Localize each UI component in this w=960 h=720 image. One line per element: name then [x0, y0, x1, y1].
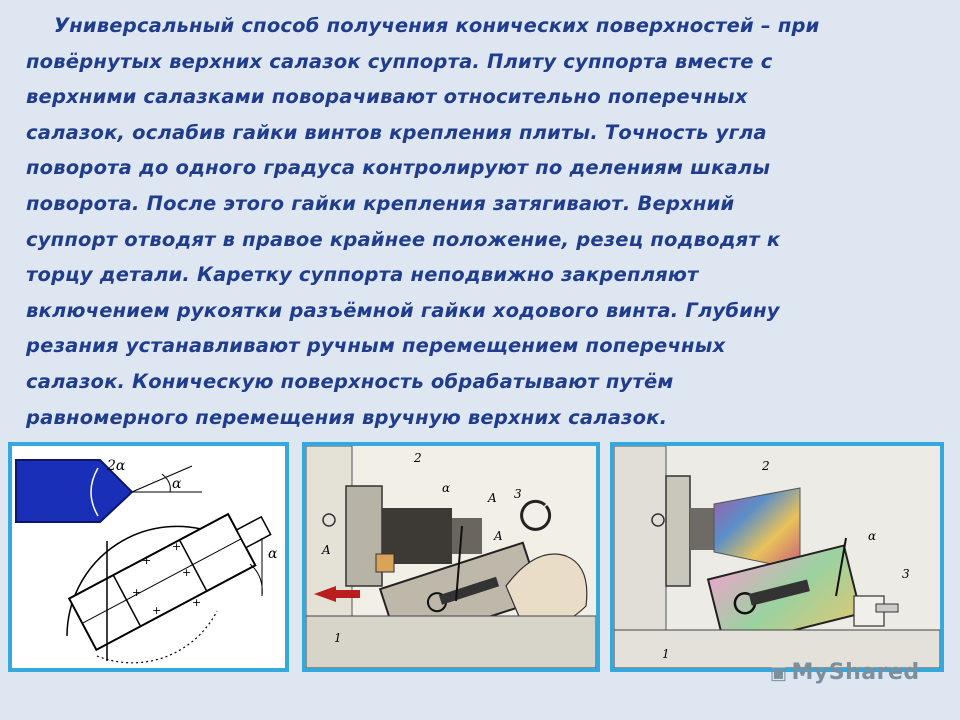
hand-operation-drawing [306, 446, 596, 668]
label-A-top: A [488, 491, 497, 505]
svg-text:+: + [132, 586, 142, 599]
label-1: 1 [334, 631, 342, 645]
watermark [770, 660, 920, 685]
label-2alpha: 2α [107, 458, 126, 474]
label-A-left: A [322, 543, 331, 557]
label-3: 3 [902, 567, 910, 581]
svg-text:+: + [152, 604, 162, 617]
svg-text:+: + [172, 540, 182, 553]
label-A-mid: A [494, 529, 503, 543]
text-line: Универсальный способ получения конических поверхностей – при [54, 14, 820, 37]
svg-text:+: + [142, 554, 152, 567]
text-line: поворота. После этого гайки крепления затягивают. Верхний [26, 191, 735, 215]
svg-text:+: + [192, 596, 202, 609]
label-alpha-right: α [268, 546, 278, 562]
label-alpha: α [868, 529, 877, 543]
text-line: верхними салазками поворачивают относительно поперечных [26, 85, 748, 109]
label-alpha-top: α [172, 476, 182, 492]
label-2: 2 [414, 451, 422, 465]
label-1: 1 [662, 647, 670, 661]
text-line: торцу детали. Каретку суппорта неподвижно закрепляют [26, 263, 699, 287]
taper-drawing [614, 446, 940, 668]
chuck [666, 476, 690, 586]
label-2: 2 [762, 459, 770, 473]
watermark-text: MyShared [791, 660, 920, 685]
text-line: включением рукоятки разъёмной гайки ходового винта. Глубину [26, 298, 780, 322]
text-line: салазок, ослабив гайки винтов крепления плиты. Точность угла [26, 120, 767, 144]
text-line: салазок. Коническую поверхность обрабатывают путём [26, 369, 674, 393]
text-line: повёрнутых верхних салазок суппорта. Плиту суппорта вместе с [26, 49, 773, 73]
body-paragraph [26, 8, 926, 435]
label-alpha: α [442, 481, 451, 495]
figure-schematic [8, 442, 289, 672]
projector-icon: ▣ [770, 663, 788, 684]
label-3: 3 [514, 487, 522, 501]
text-line: поворота до одного градуса контролируют по делениям шкалы [26, 156, 771, 180]
figure-taper-machining [610, 442, 944, 672]
text-line: резания устанавливают ручным перемещением поперечных [26, 334, 726, 358]
figure-hand-operation [302, 442, 600, 672]
svg-text:+: + [182, 566, 192, 579]
text-line: суппорт отводят в правое крайнее положение, резец подводят к [26, 227, 781, 251]
text-line: равномерного перемещения вручную верхних салазок. [26, 405, 668, 429]
schematic-drawing [12, 446, 285, 668]
